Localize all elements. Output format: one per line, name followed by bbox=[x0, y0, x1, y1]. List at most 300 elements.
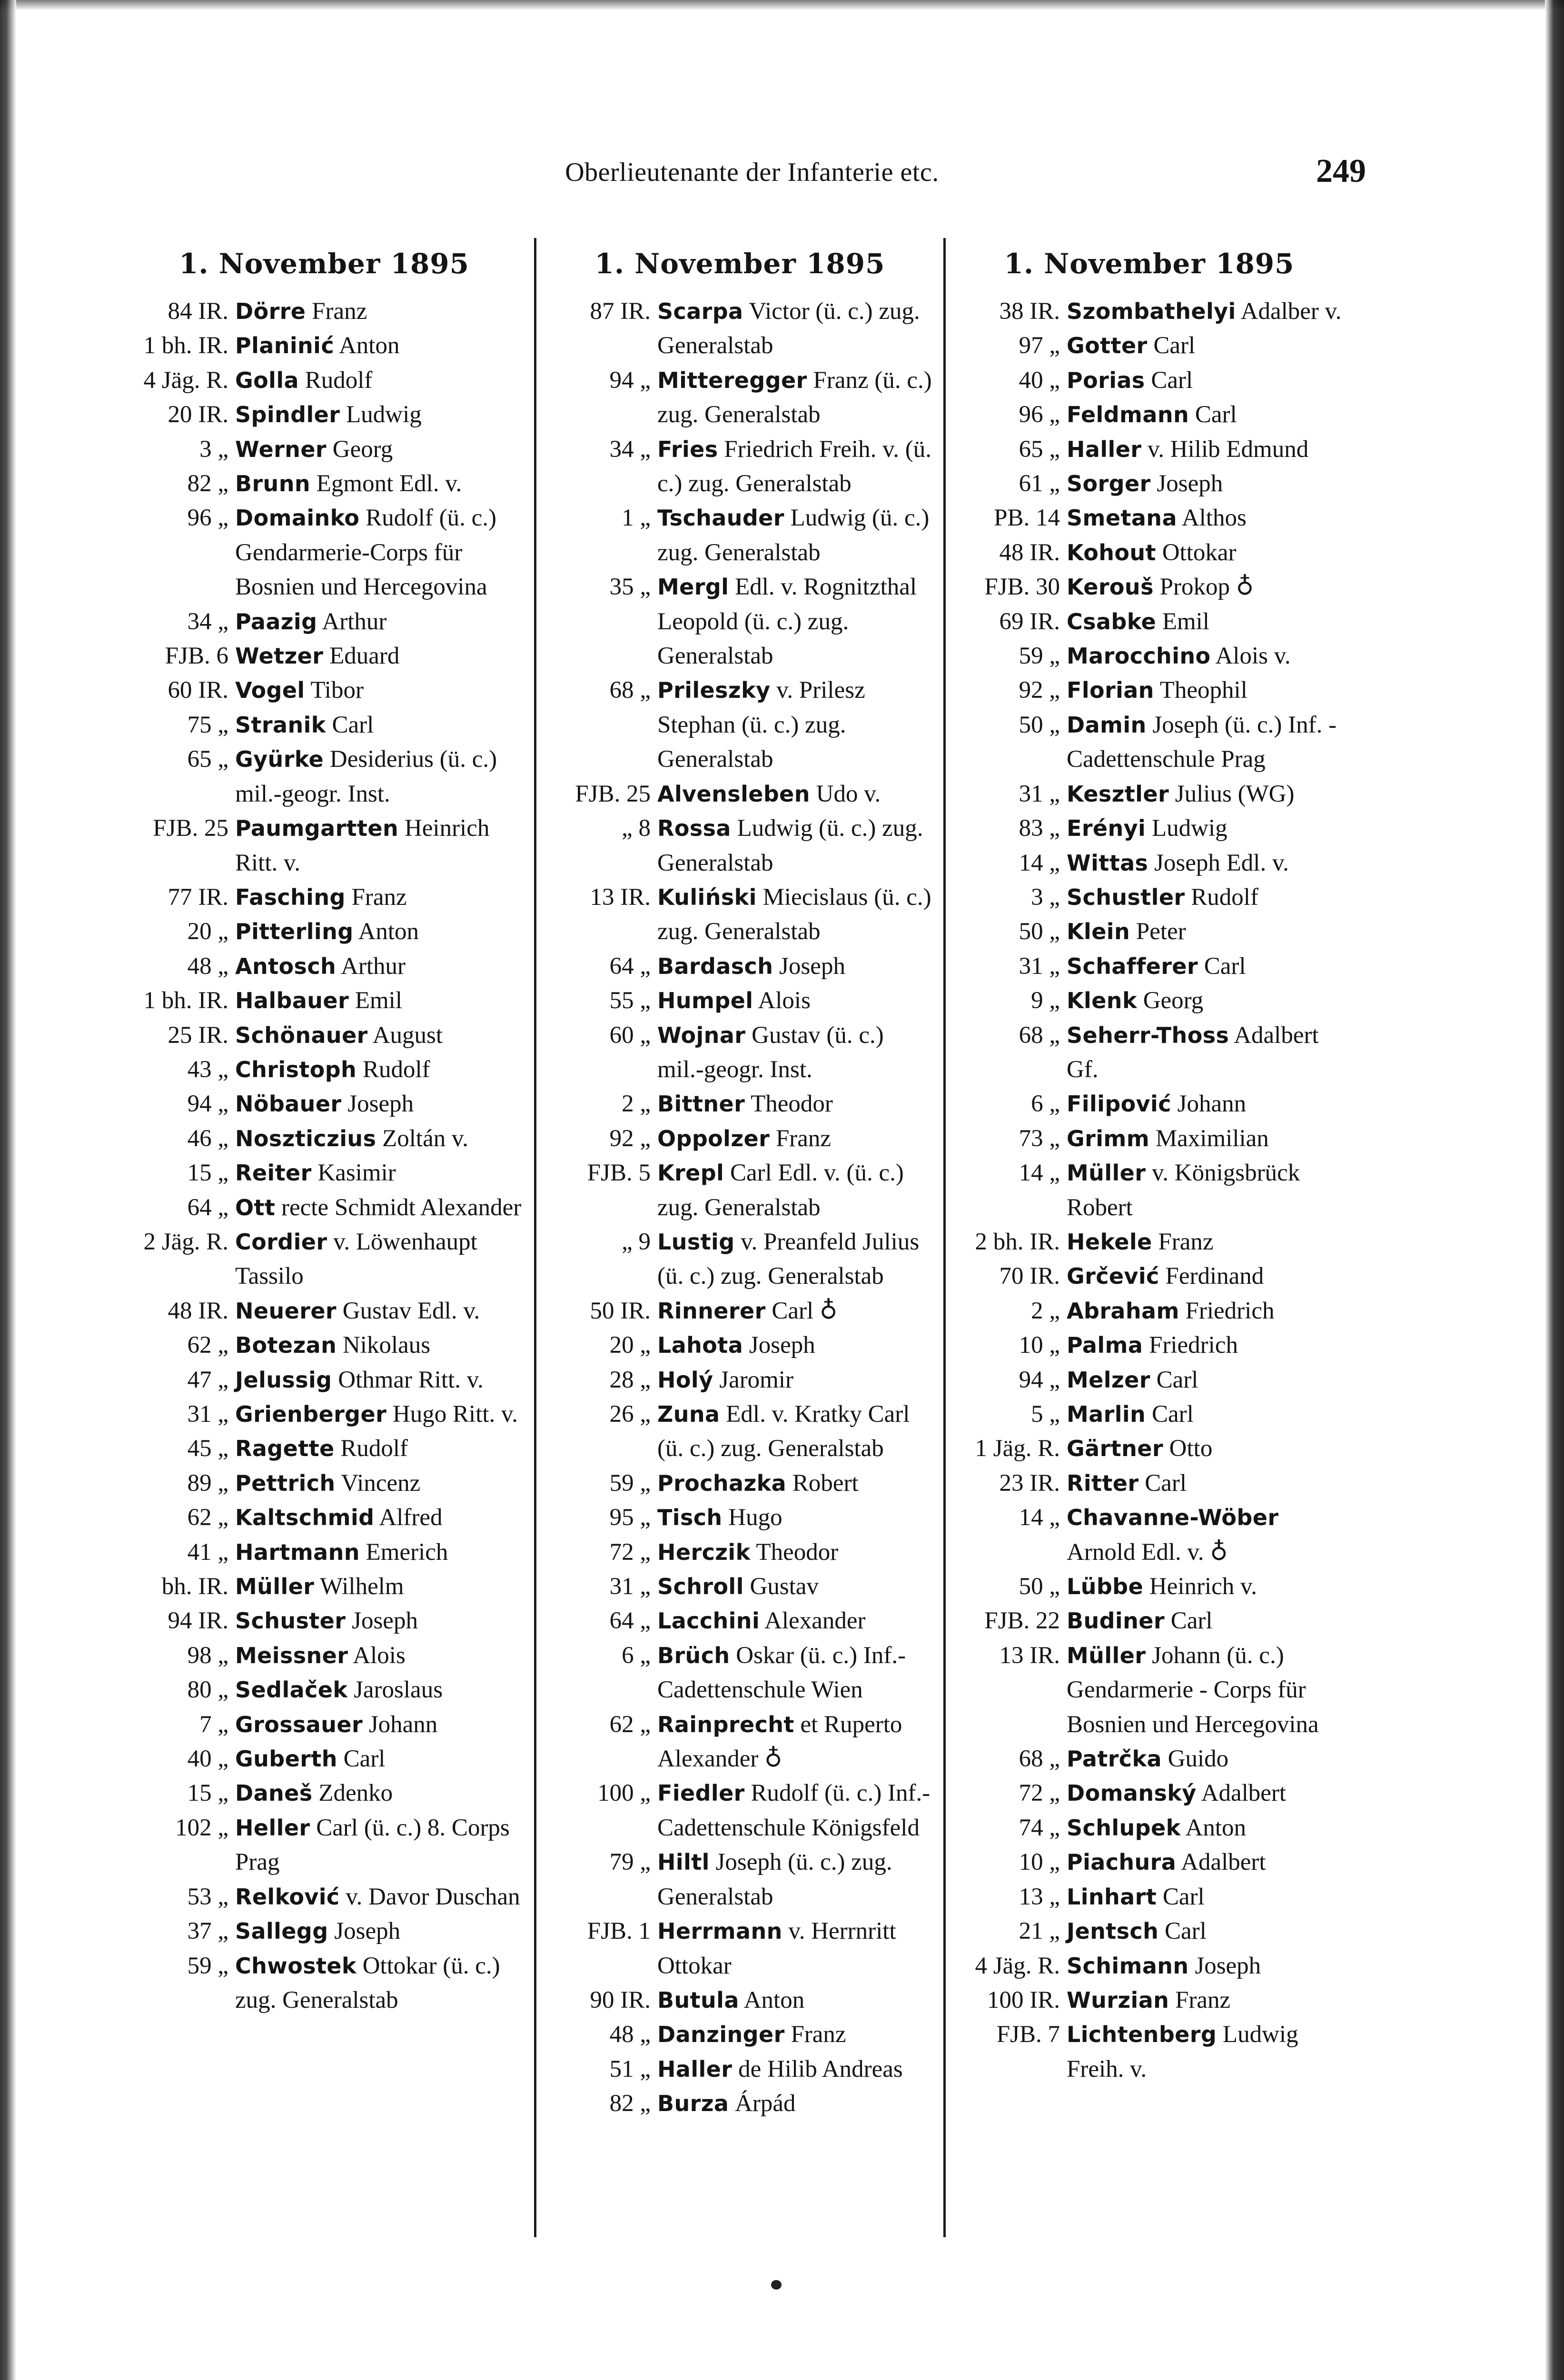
officer-name bbox=[235, 1673, 524, 1707]
surname: Wittas bbox=[1067, 850, 1148, 876]
unit-label: 31 „ bbox=[1019, 952, 1060, 980]
unit-label: FJB. 7 bbox=[996, 2021, 1060, 2048]
surname: Pettrich bbox=[235, 1470, 336, 1496]
unit-label: 34 „ bbox=[187, 608, 228, 635]
roster-entry bbox=[125, 1535, 524, 1569]
officer-name bbox=[235, 466, 524, 501]
surname: Domainko bbox=[235, 505, 360, 531]
unit-label: 70 IR. bbox=[999, 1263, 1060, 1290]
surname: Grossauer bbox=[235, 1711, 363, 1737]
given-names: Egmont Edl. v. bbox=[310, 470, 462, 497]
surname: Paumgartten bbox=[235, 815, 399, 842]
unit-label: FJB. 22 bbox=[984, 1607, 1060, 1635]
surname: Grimm bbox=[1067, 1125, 1150, 1151]
surname: Dörre bbox=[235, 298, 306, 324]
roster-entry bbox=[956, 1569, 1342, 1604]
officer-name bbox=[235, 1328, 524, 1362]
officer-name bbox=[235, 880, 524, 914]
roster-entry bbox=[956, 1294, 1342, 1328]
surname: Smetana bbox=[1067, 505, 1177, 531]
officer-name bbox=[235, 1466, 524, 1500]
officer-name bbox=[1067, 880, 1342, 914]
given-names: Robert bbox=[786, 1469, 859, 1497]
surname: Tisch bbox=[657, 1505, 723, 1531]
given-names: Victor (ü. c.) zug. Generalstab bbox=[657, 298, 920, 359]
given-names: Prokop ♁ bbox=[1153, 574, 1254, 601]
officer-name bbox=[1067, 1880, 1342, 1914]
given-names: Ottokar bbox=[1156, 539, 1237, 566]
surname: Gyürke bbox=[235, 746, 324, 773]
unit-label: 96 „ bbox=[1019, 401, 1060, 428]
surname: Feldmann bbox=[1067, 402, 1189, 428]
officer-name bbox=[235, 1190, 524, 1225]
officer-name bbox=[1067, 466, 1342, 501]
unit-label: 20 IR. bbox=[168, 401, 228, 428]
officer-name bbox=[1067, 1156, 1342, 1225]
surname: Seherr-Thoss bbox=[1067, 1022, 1229, 1048]
roster-entry bbox=[547, 1638, 933, 1707]
officer-name bbox=[1067, 914, 1342, 949]
officer-name bbox=[235, 1914, 524, 1948]
unit-label: 80 „ bbox=[187, 1676, 228, 1704]
scan-edge-right bbox=[1545, 0, 1564, 2380]
officer-name bbox=[657, 2052, 933, 2086]
roster-entry bbox=[547, 2086, 933, 2121]
officer-name bbox=[1067, 501, 1342, 535]
officer-name bbox=[1067, 1811, 1342, 1845]
officer-name bbox=[657, 1363, 933, 1397]
given-names: Gustav (ü. c.) mil.-geogr. Inst. bbox=[657, 1021, 884, 1083]
roster-entry bbox=[547, 2052, 933, 2086]
roster-entry bbox=[547, 949, 933, 983]
given-names: Joseph (ü. c.) Inf. - Cadettenschule Prag bbox=[1067, 711, 1337, 773]
roster-entry bbox=[956, 639, 1342, 673]
unit-label: 60 IR. bbox=[168, 677, 228, 704]
surname: Chwostek bbox=[235, 1953, 356, 1979]
given-names: Arnold Edl. v. ♁ bbox=[1067, 1538, 1228, 1566]
roster-entry bbox=[956, 536, 1342, 570]
unit-label: bh. IR. bbox=[161, 1573, 228, 1600]
roster-entry bbox=[956, 846, 1342, 880]
officer-name bbox=[1067, 1225, 1342, 1259]
column-entries bbox=[547, 294, 933, 2121]
unit-label: 15 „ bbox=[187, 1780, 228, 1807]
officer-name bbox=[235, 1294, 524, 1328]
unit-label: 31 „ bbox=[609, 1573, 651, 1600]
officer-name bbox=[235, 1569, 524, 1604]
officer-name bbox=[235, 1121, 524, 1156]
officer-name bbox=[1067, 1914, 1342, 1948]
given-names: Althos bbox=[1177, 505, 1247, 532]
given-names: Franz bbox=[784, 2021, 846, 2048]
surname: Halbauer bbox=[235, 988, 349, 1014]
officer-name bbox=[235, 639, 524, 673]
officer-name bbox=[235, 914, 524, 949]
surname: Sallegg bbox=[235, 1918, 328, 1944]
surname: Lübbe bbox=[1067, 1574, 1144, 1600]
unit-label: 59 „ bbox=[187, 1952, 228, 1979]
roster-entry bbox=[547, 1845, 933, 1914]
surname: Bardasch bbox=[657, 953, 773, 979]
officer-name bbox=[235, 673, 524, 707]
officer-name bbox=[235, 1604, 524, 1638]
given-names: Franz bbox=[1152, 1228, 1214, 1255]
given-names: Heinrich v. bbox=[1143, 1573, 1257, 1600]
roster-entry bbox=[547, 811, 933, 880]
given-names: Heinrich Ritt. v. bbox=[235, 815, 490, 876]
surname: Sorger bbox=[1067, 471, 1151, 497]
officer-name bbox=[235, 1363, 524, 1397]
roster-entry bbox=[125, 1397, 524, 1431]
officer-name bbox=[657, 1914, 933, 1983]
given-names: Joseph bbox=[1188, 1952, 1261, 1979]
officer-name bbox=[1067, 1466, 1342, 1500]
roster-entry bbox=[125, 1225, 524, 1294]
officer-name bbox=[657, 1018, 933, 1087]
officer-name bbox=[1067, 1294, 1342, 1328]
officer-name bbox=[657, 2017, 933, 2052]
running-title: Oberlieutenante der Infanterie etc. bbox=[565, 158, 939, 187]
unit-label: 20 „ bbox=[609, 1332, 651, 1359]
surname: Stranik bbox=[235, 712, 326, 738]
unit-label: 45 „ bbox=[187, 1435, 228, 1462]
officer-name bbox=[1067, 1018, 1342, 1087]
unit-label: 48 „ bbox=[187, 952, 228, 980]
given-names: Adalber v. bbox=[1236, 298, 1342, 325]
officer-name bbox=[1067, 1500, 1342, 1569]
given-names: Edl. v. Kratky Carl (ü. c.) zug. Generalstab bbox=[657, 1401, 910, 1462]
surname: Paazig bbox=[235, 608, 317, 635]
officer-name bbox=[657, 1294, 933, 1328]
given-names: Adalbert bbox=[1176, 1849, 1266, 1876]
roster-entry bbox=[956, 1397, 1342, 1431]
given-names: Carl bbox=[1158, 1918, 1207, 1945]
unit-label: 64 „ bbox=[609, 1607, 651, 1635]
roster-entry bbox=[125, 1638, 524, 1673]
unit-label: 9 „ bbox=[1031, 987, 1060, 1014]
surname: Mitteregger bbox=[657, 367, 807, 393]
roster-entry bbox=[956, 777, 1342, 811]
surname: Ragette bbox=[235, 1436, 335, 1462]
given-names: Carl bbox=[337, 1745, 386, 1773]
roster-entry bbox=[125, 1363, 524, 1397]
unit-label: 74 „ bbox=[1019, 1814, 1060, 1841]
unit-label: 62 „ bbox=[187, 1332, 228, 1359]
surname: Schroll bbox=[657, 1574, 744, 1600]
given-names: Rudolf bbox=[1185, 883, 1258, 911]
officer-name bbox=[1067, 1776, 1342, 1810]
given-names: Joseph bbox=[743, 1332, 815, 1359]
surname: Schuster bbox=[235, 1608, 346, 1634]
roster-entry bbox=[956, 1880, 1342, 1914]
surname: Budiner bbox=[1067, 1608, 1165, 1634]
unit-label: 21 „ bbox=[1019, 1918, 1060, 1945]
surname: Schlupek bbox=[1067, 1815, 1181, 1841]
given-names: Franz (ü. c.) zug. Generalstab bbox=[657, 367, 932, 428]
given-names: Tibor bbox=[305, 677, 364, 704]
roster-entry bbox=[547, 983, 933, 1018]
officer-name bbox=[1067, 1604, 1342, 1638]
roster-entry bbox=[125, 1018, 524, 1052]
roster-entry bbox=[125, 673, 524, 707]
roster-entry bbox=[547, 501, 933, 570]
surname: Müller bbox=[1067, 1160, 1146, 1186]
roster-entry bbox=[125, 880, 524, 914]
officer-name bbox=[657, 1225, 933, 1294]
officer-name bbox=[1067, 1397, 1342, 1431]
given-names: Georg bbox=[1137, 987, 1204, 1014]
given-names: Ludwig (ü. c.) zug. Generalstab bbox=[657, 815, 923, 876]
unit-label: 94 „ bbox=[1019, 1366, 1060, 1393]
unit-label: 50 „ bbox=[1019, 1573, 1060, 1600]
surname: Pitterling bbox=[235, 919, 354, 945]
surname: Filipović bbox=[1067, 1091, 1171, 1117]
surname: Fasching bbox=[235, 884, 346, 910]
unit-label: 92 „ bbox=[609, 1125, 651, 1152]
unit-label: 61 „ bbox=[1019, 470, 1060, 497]
column-heading: 1. November 1895 bbox=[594, 248, 885, 280]
given-names: Carl bbox=[1198, 952, 1246, 980]
officer-name bbox=[235, 983, 524, 1018]
roster-entry bbox=[956, 811, 1342, 845]
officer-name bbox=[1067, 673, 1342, 707]
given-names: Oskar (ü. c.) Inf.-Cadettenschule Wien bbox=[657, 1642, 906, 1704]
given-names: Carl bbox=[1145, 367, 1193, 394]
roster-entry bbox=[956, 397, 1342, 432]
surname: Golla bbox=[235, 367, 299, 393]
roster-entry bbox=[125, 1776, 524, 1810]
officer-name bbox=[1067, 846, 1342, 880]
surname: Hekele bbox=[1067, 1229, 1152, 1255]
officer-name bbox=[235, 328, 524, 363]
officer-name bbox=[235, 708, 524, 742]
given-names: Anton bbox=[739, 1986, 805, 2013]
roster-entry bbox=[956, 363, 1342, 397]
given-names: Julius (WG) bbox=[1169, 780, 1295, 807]
unit-label: 5 „ bbox=[1031, 1401, 1060, 1428]
unit-label: 7 „ bbox=[199, 1711, 228, 1738]
column-1 bbox=[125, 238, 534, 2237]
officer-name bbox=[1067, 1121, 1342, 1156]
given-names: Anton bbox=[334, 332, 400, 359]
officer-name bbox=[235, 1811, 524, 1880]
unit-label: 2 „ bbox=[622, 1091, 651, 1118]
column-2 bbox=[534, 238, 943, 2237]
surname: Herrmann bbox=[657, 1918, 782, 1944]
surname: Rossa bbox=[657, 815, 731, 842]
given-names: Wilhelm bbox=[314, 1573, 404, 1600]
officer-name bbox=[1067, 570, 1342, 604]
unit-label: 60 „ bbox=[609, 1021, 651, 1049]
roster-entry bbox=[956, 605, 1342, 639]
roster-entry bbox=[956, 1121, 1342, 1156]
officer-name bbox=[235, 1638, 524, 1673]
given-names: Carl bbox=[1189, 401, 1237, 428]
unit-label: 89 „ bbox=[187, 1469, 228, 1497]
given-names: Ludwig (ü. c.) zug. Generalstab bbox=[657, 505, 930, 566]
officer-name bbox=[657, 1604, 933, 1638]
given-names: Jaromir bbox=[713, 1366, 794, 1393]
given-names: Alois bbox=[348, 1642, 406, 1669]
roster-entry bbox=[956, 983, 1342, 1018]
given-names: Anton bbox=[1180, 1814, 1247, 1841]
officer-name bbox=[657, 673, 933, 776]
given-names: Ferdinand bbox=[1159, 1263, 1264, 1290]
officer-name bbox=[1067, 1949, 1342, 1983]
given-names: Miecislaus (ü. c.) zug. Generalstab bbox=[657, 883, 931, 945]
surname: Hiltl bbox=[657, 1849, 710, 1875]
officer-name bbox=[1067, 1431, 1342, 1466]
roster-entry bbox=[956, 1466, 1342, 1500]
officer-name bbox=[657, 1845, 933, 1914]
surname: Schimann bbox=[1067, 1953, 1189, 1979]
roster-entry bbox=[547, 880, 933, 949]
unit-label: 62 „ bbox=[187, 1504, 228, 1531]
roster-entry bbox=[956, 501, 1342, 535]
officer-name bbox=[235, 1535, 524, 1569]
scan-edge-left bbox=[0, 0, 16, 2380]
officer-name bbox=[657, 880, 933, 949]
roster-entry bbox=[125, 1569, 524, 1604]
officer-name bbox=[1067, 605, 1342, 639]
surname: Botezan bbox=[235, 1332, 337, 1359]
surname: Vogel bbox=[235, 677, 305, 704]
roster-entry bbox=[547, 1156, 933, 1225]
roster-entry bbox=[125, 1604, 524, 1638]
given-names: Joseph bbox=[773, 952, 845, 980]
unit-label: 94 „ bbox=[187, 1091, 228, 1118]
officer-name bbox=[1067, 983, 1342, 1018]
surname: Burza bbox=[657, 2091, 729, 2117]
officer-name bbox=[235, 742, 524, 811]
surname: Gärtner bbox=[1067, 1436, 1163, 1462]
officer-name bbox=[657, 570, 933, 673]
column-3 bbox=[943, 238, 1353, 2237]
officer-name bbox=[1067, 1087, 1342, 1121]
officer-name bbox=[235, 605, 524, 639]
surname: Schafferer bbox=[1067, 953, 1198, 979]
given-names: Joseph bbox=[328, 1918, 401, 1945]
unit-label: 94 „ bbox=[609, 367, 651, 394]
given-names: Friedrich Freih. v. (ü. c.) zug. Generalstab bbox=[657, 436, 932, 497]
unit-label: 82 „ bbox=[187, 470, 228, 497]
surname: Ott bbox=[235, 1194, 276, 1220]
unit-label: „ 8 bbox=[622, 815, 651, 842]
surname: Porias bbox=[1067, 367, 1145, 393]
surname: Florian bbox=[1067, 677, 1154, 704]
unit-label: 75 „ bbox=[187, 711, 228, 738]
roster-entry bbox=[956, 949, 1342, 983]
surname: Szombathelyi bbox=[1067, 298, 1236, 324]
unit-label: 64 „ bbox=[187, 1194, 228, 1221]
roster-entry bbox=[125, 1880, 524, 1914]
roster-entry bbox=[956, 2017, 1342, 2086]
given-names: Anton bbox=[353, 918, 419, 945]
roster-entry bbox=[956, 1225, 1342, 1259]
given-names: Georg bbox=[327, 436, 393, 463]
officer-name bbox=[235, 1707, 524, 1742]
roster-entry bbox=[547, 1225, 933, 1294]
officer-name bbox=[657, 501, 933, 570]
roster-entry bbox=[956, 1949, 1342, 1983]
officer-name bbox=[1067, 1569, 1342, 1604]
surname: Müller bbox=[1067, 1642, 1146, 1668]
roster-entry bbox=[956, 1087, 1342, 1121]
roster-entry bbox=[125, 1466, 524, 1500]
officer-name bbox=[1067, 811, 1342, 845]
unit-label: 48 IR. bbox=[999, 539, 1060, 566]
column-heading: 1. November 1895 bbox=[1004, 248, 1295, 280]
roster-entry bbox=[547, 2017, 933, 2052]
given-names: Alexander bbox=[760, 1607, 866, 1635]
given-names: Othmar Ritt. v. bbox=[332, 1366, 484, 1393]
given-names: Adalbert Gf. bbox=[1067, 1021, 1319, 1083]
surname: Kaltschmid bbox=[235, 1505, 375, 1531]
surname: Herczik bbox=[657, 1539, 751, 1565]
roster-entry bbox=[956, 1363, 1342, 1397]
given-names: Eduard bbox=[323, 643, 400, 670]
roster-entry bbox=[125, 639, 524, 673]
surname: Holý bbox=[657, 1367, 713, 1393]
unit-label: 14 „ bbox=[1019, 1160, 1060, 1187]
given-names: Vincenz bbox=[335, 1469, 421, 1497]
roster-entry bbox=[956, 1776, 1342, 1810]
given-names: Carl bbox=[1147, 332, 1196, 359]
given-names: Franz bbox=[345, 883, 407, 911]
unit-label: 50 „ bbox=[1019, 918, 1060, 945]
surname: Kesztler bbox=[1067, 781, 1169, 807]
surname: Patrčka bbox=[1067, 1746, 1162, 1772]
roster-entry bbox=[956, 466, 1342, 501]
surname: Sedlaček bbox=[235, 1677, 348, 1703]
unit-label: 13 IR. bbox=[590, 883, 651, 911]
unit-label: 3 „ bbox=[1031, 883, 1060, 911]
roster-entry bbox=[125, 1190, 524, 1225]
officer-name bbox=[1067, 708, 1342, 777]
unit-label: 40 „ bbox=[1019, 367, 1060, 394]
roster-entry bbox=[125, 1811, 524, 1880]
unit-label: 72 „ bbox=[1019, 1780, 1060, 1807]
given-names: Rudolf bbox=[356, 1056, 430, 1083]
roster-entry bbox=[125, 294, 524, 328]
roster-entry bbox=[547, 1500, 933, 1535]
given-names: Franz bbox=[306, 298, 367, 325]
given-names: Theophil bbox=[1154, 677, 1247, 704]
surname: Hartmann bbox=[235, 1539, 360, 1565]
officer-name bbox=[235, 1776, 524, 1810]
roster-entry bbox=[956, 1500, 1342, 1569]
unit-label: 95 „ bbox=[609, 1504, 651, 1531]
unit-label: 68 „ bbox=[1019, 1745, 1060, 1773]
unit-label: 90 IR. bbox=[590, 1986, 651, 2013]
unit-label: 14 „ bbox=[1019, 849, 1060, 876]
surname: Klenk bbox=[1067, 988, 1137, 1014]
roster-entry bbox=[956, 570, 1342, 604]
roster-entry bbox=[547, 294, 933, 363]
unit-label: 2 „ bbox=[1031, 1297, 1060, 1324]
unit-label: 83 „ bbox=[1019, 815, 1060, 842]
given-names: v. Prilesz Stephan (ü. c.) zug. Generalstab bbox=[657, 677, 865, 773]
surname: Wetzer bbox=[235, 643, 324, 669]
roster-entry bbox=[547, 1087, 933, 1121]
unit-label: 14 „ bbox=[1019, 1504, 1060, 1531]
roster-entry bbox=[547, 1466, 933, 1500]
unit-label: 59 „ bbox=[609, 1469, 651, 1497]
given-names: Carl bbox=[1150, 1366, 1198, 1393]
unit-label: 100 „ bbox=[597, 1780, 651, 1807]
unit-label: 68 „ bbox=[609, 677, 651, 704]
unit-label: 100 IR. bbox=[987, 1986, 1060, 2013]
